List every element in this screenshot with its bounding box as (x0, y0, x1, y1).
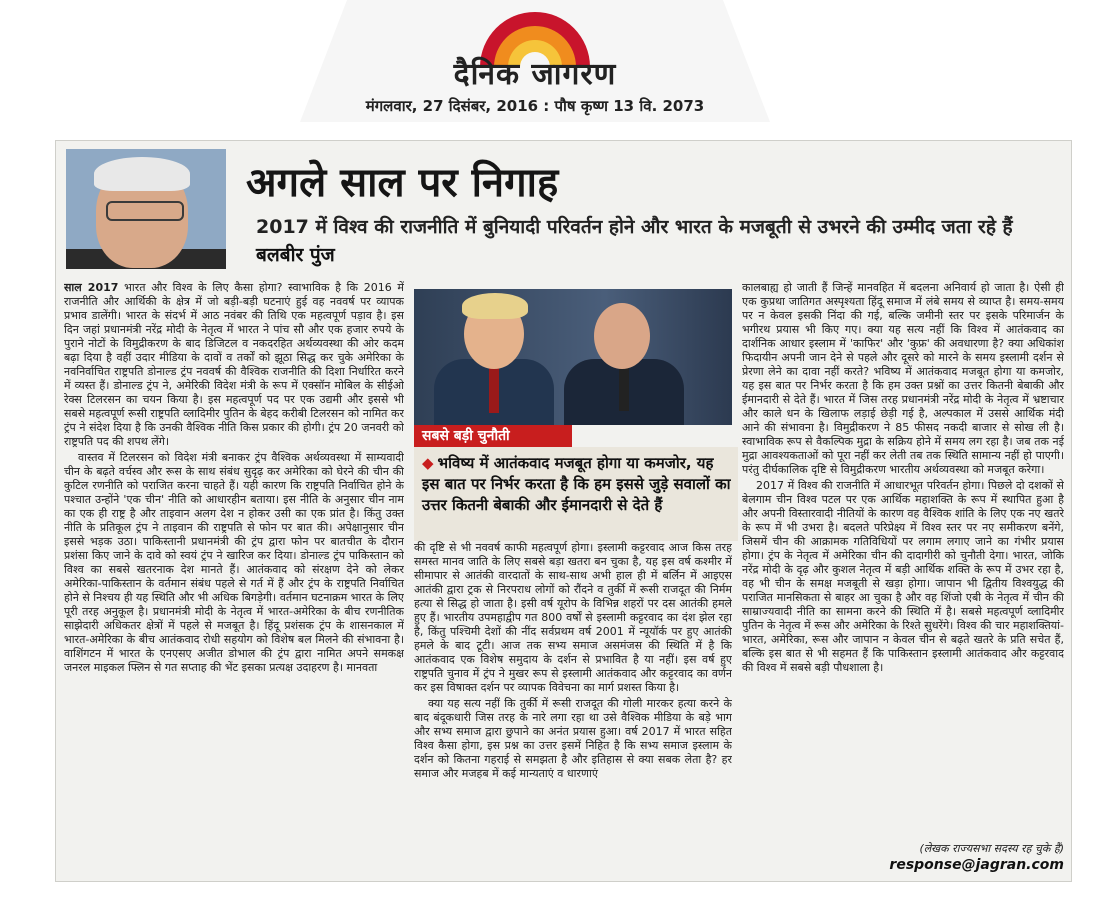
bullet-icon: ◆ (422, 454, 434, 472)
paragraph: वास्तव में टिलरसन को विदेश मंत्री बनाकर ट्रंप वैश्विक अर्थव्यवस्था में साम्यवादी चीन के बढ़ते वर्चस्व और रूस के साथ संबंध सुदृढ़ कर अमेरिका को घेरने की चीन की कुटिल रणनीति को पराजित करना चाहते हैं। यही कारण कि राष्ट्रपति निर्वाचित होने के पश्चात उन्होंने 'एक चीन' नीति को आधारहीन बताया। इस नीति के अनुसार चीन नाम का एक ही राष्ट्र है और ताइवान अलग देश न होकर उसी का एक प्रांत है। किंतु उक्त नीति के प्रतिकूल ट्रंप ने ताइवान की राष्ट्रपति से फोन पर बात की। अपेक्षानुसार चीन इससे भड़क उठा। पाकिस्तानी प्रधानमंत्री की ट्रंप द्वारा फोन पर बातचीत के दौरान प्रशंसा किए जाने के दावे को स्वयं ट्रंप ने खारिज कर दिया। डोनाल्ड ट्रंप पाकिस्तान को विश्व का सबसे खतरनाक देश मानते हैं। आतंकवाद को संरक्षण देने को लेकर अमेरिका-पाकिस्तान के वर्तमान संबंध पहले से गर्त में हैं और ट्रंप के राष्ट्रपति निर्वाचित होने से निश्चय ही यह स्थिति और भी अधिक बिगड़ेगी। वर्तमान घटनाक्रम भारत के लिए पूरी तरह अनुकूल है। प्रधानमंत्री मोदी के नेतृत्व में भारत-अमेरिका के बीच रणनीतिक साझेदारी अधिकतर क्षेत्रों में पहले से मजबूत है। हिंदू प्रशंसक ट्रंप के शासनकाल में भारत-अमेरिका के बीच आतंकवाद रोधी सहयोग को विशेष बल मिलने की संभावना है। वाशिंगटन में भारत के एनएसए अजीत डोभाल की ट्रंप द्वारा नामित अपने समकक्ष जनरल माइकल फ्लिन से गत सप्ताह की भेंट इसका प्रत्यक्ष उदाहरण है। मानवता (64, 451, 404, 674)
paragraph (64, 281, 404, 449)
article-column-2 (414, 541, 732, 791)
dateline: मंगलवार, 27 दिसंबर, 2016 : पौष कृष्ण 13 वि. 2073 (365, 97, 705, 115)
masthead (300, 0, 770, 122)
author-note: (लेखक राज्यसभा सदस्य रह चुके हैं) (919, 842, 1064, 855)
subheadline (256, 213, 1046, 269)
pull-quote (414, 447, 738, 541)
byline: बलबीर पुंज (256, 244, 335, 266)
subheadline-text: 2017 में विश्व की राजनीति में बुनियादी परिवर्तन होने और भारत के मजबूती से उभरने की उम्मीद जता रहे हैं (256, 216, 1013, 238)
newspaper-title: दैनिक जागरण (453, 57, 617, 92)
paragraph: कालबाह्य हो जाती हैं जिन्हें मानवहित में बदलना अनिवार्य हो जाता है। ऐसी ही एक कुप्रथा जातिगत अस्पृश्यता हिंदू समाज में लंबे समय से व्याप्त है। समय-समय पर न केवल इसकी निंदा की गई, बल्कि जमीनी स्तर पर इसके परिमार्जन के भगीरथ प्रयास भी किए गए। क्या यह सत्य नहीं कि विश्व में आतंकवाद का दार्शनिक आधार इस्लाम में 'काफिर' और 'कुफ्र' की अवधारणा है? क्या अधिकांश फिदायीन अपनी जान देने से पहले और दूसरे को मारने के समय इस्लामी दर्शन से प्रेरणा लेने का दावा नहीं करते? भविष्य में आतंकवाद मजबूत होगा या कमजोर, यह इस बात पर निर्भर करता है कि हम उक्त प्रश्नों का उत्तर कितनी बेबाकी और ईमानदारी से देते हैं। भारत में जिस तरह प्रधानमंत्री नरेंद्र मोदी के नेतृत्व में भ्रष्टाचार और काले धन के खिलाफ लड़ाई छेड़ी गई है, अल्पकाल में उससे आर्थिक मंदी आने की संभावना है। विमुद्रीकरण ने 85 फीसद नकदी बाजार से सोख ली है। स्वाभाविक रूप से वैकल्पिक मुद्रा के सक्रिय होने में समय लग रहा है। जब तक नई मुद्रा आवश्यकताओं को पूरा नहीं कर लेती तब तक स्थिति सामान्य नहीं हो पाएगी। परंतु दीर्घकालिक दृष्टि से विमुद्रीकरण भारतीय अर्थव्यवस्था को मजबूत करेगा। (742, 281, 1064, 476)
quote-tag: सबसे बड़ी चुनौती (414, 425, 572, 447)
paragraph: की दृष्टि से भी नववर्ष काफी महत्वपूर्ण होगा। इस्लामी कट्टरवाद आज किस तरह समस्त मानव जाति के लिए सबसे बड़ा खतरा बन चुका है, यह इस वर्ष कश्मीर में सीमापार से आतंकी वारदातों के साथ-साथ अभी हाल ही में बर्लिन में आइएस आतंकी द्वारा ट्रक से निरपराध लोगों को रौंदने व तुर्की में रूसी राजदूत की निर्मम हत्या से सिद्ध हो जाता है। इसी वर्ष यूरोप के विभिन्न शहरों पर दस आतंकी हमले हुए हैं। भारतीय उपमहाद्वीप गत 800 वर्षों से इस्लामी कट्टरवाद का दंश झेल रहा है, किंतु पश्चिमी देशों की नींद सर्वप्रथम वर्ष 2001 में न्यूयॉर्क पर हुए आतंकी हमले के बाद टूटी। आज तक सभ्य समाज असमंजस की स्थिति में है कि आतंकवाद एक विशेष समुदाय के दर्शन से प्रभावित है या नहीं। इस वर्ष हुए राष्ट्रपति चुनाव में ट्रंप ने मुखर रूप से इस्लामी आतंकवाद और कट्टरवाद का वर्णन कर इस विषाक्त दर्शन पर व्यापक विवेचना का मार्ग प्रशस्त किया है। (414, 541, 732, 694)
author-photo (66, 149, 226, 269)
article-clipping (55, 140, 1072, 882)
paragraph: क्या यह सत्य नहीं कि तुर्की में रूसी राजदूत की गोली मारकर हत्या करने के बाद बंदूकधारी जिस तरह के नारे लगा रहा था उसे वैश्विक मीडिया के बड़े भाग और सभ्य समाज द्वारा छुपाने का अनंत प्रयास हुआ। वर्ष 2017 में भारत सहित विश्व कैसा होगा, इस प्रश्न का उत्तर इसमें निहित है कि सभ्य समाज इस्लाम के दर्शन को कितना गहराई से समझता है और इतिहास से क्या सबक लेता है? हर समाज और मजहब में कई मान्यताएं व धारणाएं (414, 697, 732, 780)
pull-quote-text: भविष्य में आतंकवाद मजबूत होगा या कमजोर, यह इस बात पर निर्भर करता है कि हम इससे जुड़े सवालों का उत्तर कितनी बेबाकी और ईमानदारी से देते हैं (422, 454, 731, 514)
headline: अगले साल पर निगाह (246, 160, 559, 206)
lead-words: साल 2017 (64, 281, 119, 294)
trump-putin-photo (414, 289, 732, 425)
paragraph: 2017 में विश्व की राजनीति में आधारभूत परिवर्तन होगा। पिछले दो दशकों से बेलगाम चीन विश्व पटल पर एक आर्थिक महाशक्ति के रूप में स्थापित हुआ है और अपनी विस्तारवादी नीतियों के कारण वह वैश्विक शांति के लिए एक नए खतरे के रूप में भी उभरा है। बदलते परिप्रेक्ष्य में विश्व स्तर पर नए समीकरण बनेंगे, जिसमें चीन की आक्रामक गतिविधियों पर लगाम लगाए जाने का गंभीर प्रयास होगा। ट्रंप के नेतृत्व में अमेरिका चीन की दादागीरी को चुनौती देगा। भारत, जोकि नरेंद्र मोदी के दृढ़ और कुशल नेतृत्व में बड़ी आर्थिक शक्ति के रूप में उभर रहा है, वह भी चीन के समक्ष मजबूती से खड़ा होगा। जापान भी द्वितीय विश्वयुद्ध की पराजित मानसिकता से बाहर आ चुका है और वह शिंजो एबी के नेतृत्व में चीन की साम्राज्यवादी नीति का सामना करने की स्थिति में है। सबसे महत्वपूर्ण व्लादिमीर पुतिन के नेतृत्व में रूस और अमेरिका के रिश्ते सुधरेंगे। विश्व की चार महाशक्तियां-भारत, अमेरिका, रूस और जापान न केवल चीन से बढ़ते खतरे के प्रति सचेत हैं, बल्कि इस बात से भी सहमत हैं कि पाकिस्तान इस्लामी आतंकवाद और कट्टरवाद की विश्व में सबसे बड़ी पौधशाला है। (742, 479, 1064, 674)
article-column-1 (64, 281, 404, 873)
article-column-3 (742, 281, 1064, 841)
paragraph-text: भारत और विश्व के लिए कैसा होगा? स्वाभाविक है कि 2016 में राजनीति और आर्थिकी के क्षेत्र में जो बड़ी-बड़ी घटनाएं हुई वह नववर्ष पर व्यापक प्रभाव डालेंगी। भारत के संदर्भ में आठ नवंबर की तिथि एक महत्वपूर्ण पड़ाव है। इस दिन जहां प्रधानमंत्री नरेंद्र मोदी के नेतृत्व में भारत ने पांच सौ और एक हजार रुपये के पुराने नोटों के विमुद्रीकरण के बाद डिजिटल व नकदरहित अर्थव्यवस्था की ओर कदम बढ़ा दिया है वहीं उदार मीडिया के दावों व तर्कों को झूठा सिद्ध कर चुके अमेरिका के नवनिर्वाचित राष्ट्रपति डोनाल्ड ट्रंप नववर्ष की वैश्विक राजनीति की दिशा निर्धारित करने में व्यस्त हैं। डोनाल्ड ट्रंप ने, अमेरिकी विदेश मंत्री के रूप में एक्सॉन मोबिल के सीईओ रेक्स टिलरसन का चयन किया है। इस महत्वपूर्ण पद पर एक उद्यमी और इससे भी सबसे महत्वपूर्ण रूसी राष्ट्रपति व्लादिमीर पुतिन के बेहद करीबी टिलरसन को नामित कर ट्रंप ने संदेश दिया है कि उनकी वैश्विक नीति किस प्रकार की होगी। ट्रंप 20 जनवरी को राष्ट्रपति पद की शपथ लेंगे। (64, 281, 404, 448)
response-email[interactable]: response@jagran.com (889, 857, 1064, 873)
